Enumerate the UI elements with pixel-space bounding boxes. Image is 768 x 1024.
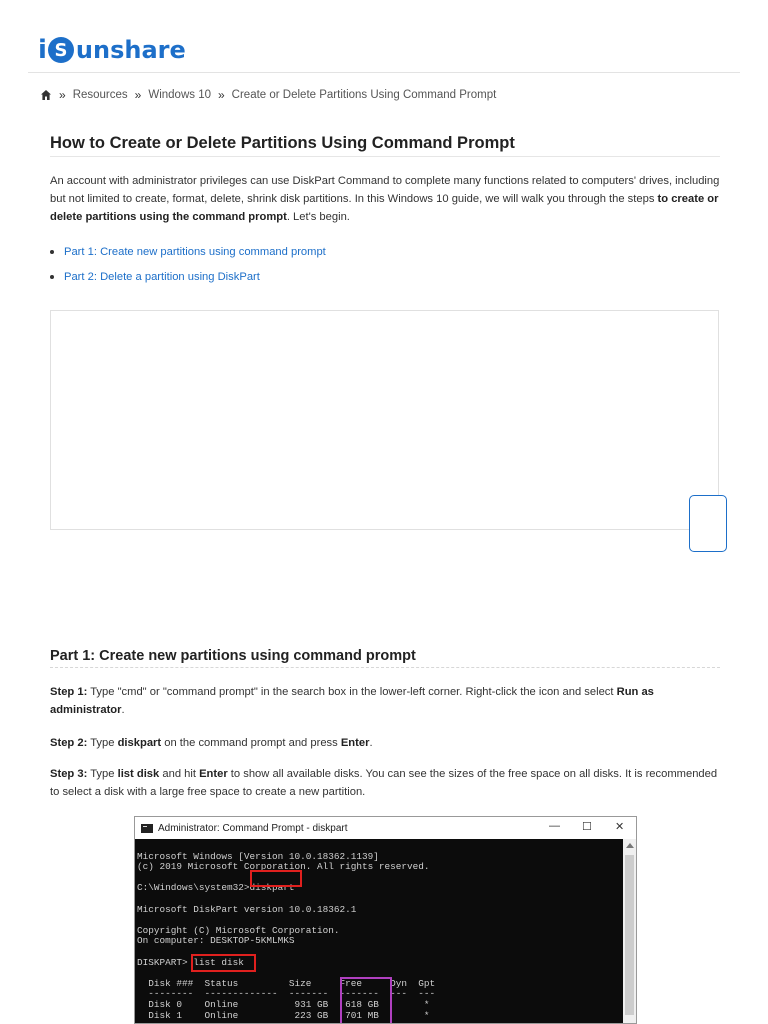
logo-text: unshare	[75, 36, 186, 64]
breadcrumb-separator: »	[59, 88, 66, 102]
cmd-line: C:\Windows\system32>diskpart	[137, 882, 295, 894]
step-text: .	[369, 737, 373, 749]
step-1	[50, 683, 720, 719]
cmd-line: Microsoft Windows [Version 10.0.18362.1139]	[137, 850, 379, 862]
step-bold: diskpart	[117, 737, 162, 749]
cmd-line: Disk 0 Online 931 GB 618 GB *	[137, 998, 430, 1010]
cmd-scrollbar	[623, 839, 636, 1024]
cmd-line: Copyright (C) Microsoft Corporation.	[137, 924, 340, 936]
breadcrumb-separator: »	[134, 88, 142, 102]
list-disk-highlight	[191, 954, 256, 972]
step-bold: Run as administrator	[50, 686, 654, 716]
toc-link-part-1[interactable]: Part 1: Create new partitions using command prompt	[64, 245, 326, 258]
breadcrumb-current-page: Create or Delete Partitions Using Command Prompt	[231, 89, 497, 101]
toc-item	[50, 264, 326, 289]
floating-side-button[interactable]	[689, 495, 727, 552]
step-3	[50, 765, 720, 801]
step-text: Type	[87, 737, 118, 749]
close-icon: ✕	[615, 821, 625, 833]
logo-s-circle: S	[48, 37, 74, 63]
minimize-icon: —	[549, 820, 560, 832]
logo-i: i	[38, 35, 47, 65]
page-title: How to Create or Delete Partitions Using Command Prompt	[50, 134, 515, 152]
cmd-line: Microsoft DiskPart version 10.0.18362.1	[137, 903, 357, 915]
step-bold: list disk	[117, 768, 160, 780]
cmd-line: -------- ------------- ------- ------- --- ---	[137, 988, 436, 1000]
home-icon[interactable]	[40, 89, 52, 101]
intro-text: An account with administrator privileges can use DiskPart Command to complete many functions related to computers' drives, including but not limited to create, format, delete, shrink disk partitions. In this Windows 10 guide, we will walk you through the steps	[50, 175, 720, 205]
step-text: Type	[87, 768, 118, 780]
site-header	[0, 0, 768, 74]
breadcrumb-resources[interactable]: Resources	[72, 89, 128, 101]
step-text: .	[121, 704, 125, 716]
step-bold: Enter	[199, 768, 228, 780]
cmd-line: DISKPART> list disk	[137, 956, 244, 968]
cmd-line	[137, 894, 636, 905]
step-text: on the command prompt and press	[161, 737, 341, 749]
intro-bold-text: to create or delete partitions using the command prompt	[50, 193, 719, 223]
breadcrumb-windows-10[interactable]: Windows 10	[148, 89, 211, 101]
isunshare-logo[interactable]	[38, 33, 186, 67]
step-label: Step 3:	[50, 768, 88, 780]
step-label: Step 1:	[50, 686, 88, 698]
bullet-icon	[50, 275, 54, 279]
cmd-line: On computer: DESKTOP-5KMLMKS	[137, 935, 295, 947]
cmd-window-icon	[141, 824, 153, 833]
title-divider	[50, 156, 720, 157]
toc-link-part-2[interactable]: Part 2: Delete a partition using DiskPart	[64, 270, 260, 283]
ad-placeholder	[50, 310, 719, 530]
step-label: Step 2:	[50, 737, 88, 749]
step-2	[50, 734, 720, 752]
intro-paragraph	[50, 172, 720, 226]
cmd-line: Disk ### Status Size Free Dyn Gpt	[137, 977, 436, 989]
diskpart-highlight	[250, 870, 302, 887]
breadcrumb	[40, 88, 496, 102]
toc-item	[50, 239, 326, 264]
step-bold: Enter	[340, 737, 370, 749]
maximize-icon: ☐	[582, 821, 592, 833]
breadcrumb-separator: »	[217, 88, 225, 102]
cmd-window-title: Administrator: Command Prompt - diskpart	[158, 822, 348, 834]
section-title-part-1: Part 1: Create new partitions using command prompt	[50, 648, 416, 664]
scroll-thumb	[625, 855, 634, 1015]
step-text: and hit	[159, 768, 200, 780]
bullet-icon	[50, 250, 54, 254]
step-text: to show all available disks. You can see the sizes of the free space on all disks. It is recommended to select a disk with a large free space to create a new partition.	[50, 768, 718, 798]
intro-text-end: . Let's begin.	[286, 211, 350, 223]
step-text: Type "cmd" or "command prompt" in the search box in the lower-left corner. Right-click the icon and select	[87, 686, 617, 698]
cmd-line: (c) 2019 Microsoft Corporation. All rights reserved.	[137, 861, 430, 873]
cmd-titlebar	[135, 817, 636, 839]
cmd-line: Disk 1 Online 223 GB 701 MB *	[137, 1009, 430, 1021]
scroll-up-icon	[626, 843, 634, 848]
command-prompt-screenshot	[134, 816, 637, 1024]
free-column-highlight	[340, 977, 392, 1024]
table-of-contents	[50, 239, 326, 289]
header-divider	[28, 72, 740, 73]
section-divider	[50, 667, 720, 668]
